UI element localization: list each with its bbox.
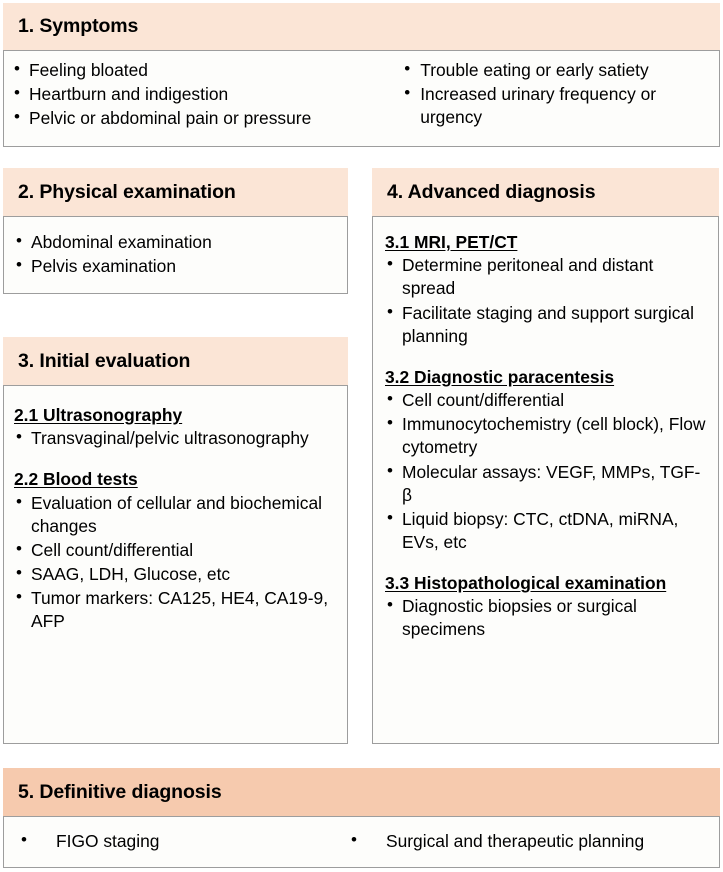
- section-mri-petct-heading: 3.1 MRI, PET/CT: [385, 232, 518, 252]
- card-physical-examination-body: [3, 216, 348, 294]
- list-item: • Pelvis examination: [14, 255, 337, 278]
- list-item: • Cell count/differential: [385, 389, 708, 412]
- card-symptoms-title: 1. Symptoms: [18, 15, 139, 37]
- card-initial-evaluation-body: [3, 385, 348, 744]
- list-item: • Immunocytochemistry (cell block), Flow cytometry: [385, 413, 708, 459]
- section-histopathological-examination: [385, 572, 708, 642]
- card-advanced-diagnosis-title: 4. Advanced diagnosis: [387, 180, 596, 203]
- list-item: • Trouble eating or early satiety: [401, 59, 711, 82]
- physical-examination-list: [14, 231, 337, 278]
- definitive-right-list: [342, 830, 702, 853]
- list-item: • Evaluation of cellular and biochemical changes: [14, 492, 337, 538]
- definitive-column-right: [342, 830, 702, 853]
- card-physical-examination-header: [3, 168, 348, 216]
- card-symptoms-header: [3, 3, 720, 50]
- list-item: • Cell count/differential: [14, 539, 337, 562]
- section-histopathological-examination-heading: 3.3 Histopathological examination: [385, 573, 667, 594]
- section-spacer: [385, 555, 708, 572]
- card-definitive-diagnosis-body: [3, 816, 720, 868]
- list-item: • SAAG, LDH, Glucose, etc: [14, 563, 337, 586]
- symptoms-column-left: [12, 59, 401, 140]
- list-item: • Diagnostic biopsies or surgical specimens: [385, 595, 708, 641]
- section-blood-tests: [14, 468, 337, 633]
- section-blood-tests-list: [14, 492, 337, 634]
- list-item: • Abdominal examination: [14, 231, 337, 254]
- list-item: • Facilitate staging and support surgical planning: [385, 302, 708, 348]
- list-item: • Tumor markers: CA125, HE4, CA19-9, AFP: [14, 587, 337, 633]
- section-histopathological-examination-list: [385, 595, 708, 641]
- section-mri-petct: [385, 231, 708, 348]
- section-ultrasonography: [14, 404, 337, 450]
- section-blood-tests-heading: 2.2 Blood tests: [14, 469, 138, 490]
- list-item: • Heartburn and indigestion: [12, 83, 401, 106]
- card-physical-examination: [3, 168, 348, 294]
- card-initial-evaluation-header: [3, 337, 348, 385]
- section-spacer: [14, 451, 337, 468]
- card-symptoms-body: [3, 50, 720, 147]
- section-ultrasonography-heading: 2.1 Ultrasonography: [14, 405, 183, 425]
- definitive-left-list: [12, 830, 342, 853]
- section-mri-petct-list: [385, 254, 708, 348]
- card-physical-examination-title: 2. Physical examination: [18, 180, 236, 203]
- list-item: • Pelvic or abdominal pain or pressure: [12, 107, 401, 130]
- card-advanced-diagnosis-body: [372, 216, 719, 744]
- section-ultrasonography-list: [14, 427, 337, 450]
- definitive-column-left: [12, 830, 342, 853]
- card-advanced-diagnosis: [372, 168, 719, 744]
- section-diagnostic-paracentesis-list: [385, 389, 708, 554]
- card-initial-evaluation-title: 3. Initial evaluation: [18, 349, 191, 372]
- section-diagnostic-paracentesis: [385, 366, 708, 554]
- card-definitive-diagnosis-header: [3, 768, 720, 816]
- list-item: • Surgical and therapeutic planning: [342, 830, 702, 853]
- symptoms-column-right: [401, 59, 711, 140]
- symptoms-left-list: [12, 59, 401, 130]
- list-item: • Increased urinary frequency or urgency: [401, 83, 711, 129]
- list-item: • Feeling bloated: [12, 59, 401, 82]
- card-definitive-diagnosis: [3, 768, 720, 868]
- card-initial-evaluation: [3, 337, 348, 744]
- section-diagnostic-paracentesis-heading: 3.2 Diagnostic paracentesis: [385, 366, 615, 387]
- symptoms-right-list: [401, 59, 711, 129]
- card-definitive-diagnosis-title: 5. Definitive diagnosis: [18, 780, 222, 803]
- list-item: • Liquid biopsy: CTC, ctDNA, miRNA, EVs, etc: [385, 508, 708, 554]
- list-item: • Transvaginal/pelvic ultrasonography: [14, 427, 337, 450]
- card-advanced-diagnosis-header: [372, 168, 719, 216]
- list-item: • Molecular assays: VEGF, MMPs, TGF-β: [385, 461, 708, 507]
- list-item: • FIGO staging: [12, 830, 342, 853]
- list-item: • Determine peritoneal and distant spread: [385, 254, 708, 300]
- card-symptoms: [3, 3, 720, 147]
- section-spacer: [385, 349, 708, 366]
